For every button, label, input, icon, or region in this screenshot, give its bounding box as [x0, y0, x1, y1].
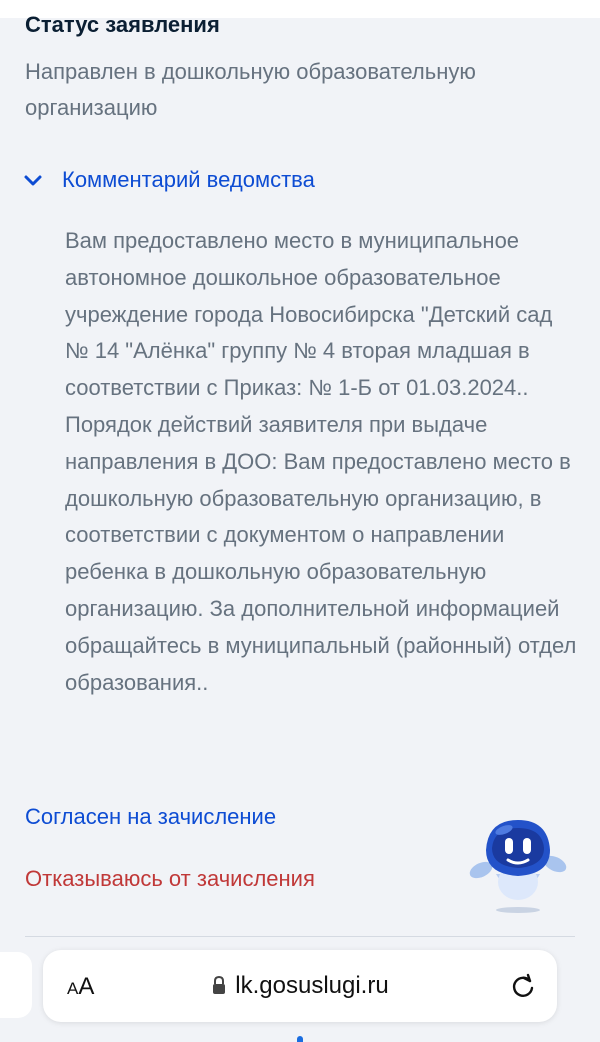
lock-icon	[211, 975, 227, 995]
chevron-down-icon	[22, 169, 44, 191]
aa-small: A	[67, 979, 79, 998]
aa-big: A	[78, 973, 95, 1000]
robot-assistant-icon[interactable]	[466, 812, 570, 916]
status-value: Направлен в дошкольную образовательную организацию	[25, 59, 476, 120]
url-text: lk.gosuslugi.ru	[235, 972, 389, 999]
status-title: Статус заявления	[25, 12, 220, 37]
url-display[interactable]	[43, 972, 557, 1000]
comment-text: Вам предоставлено место в муниципальное автономное дошкольное образовательное учреждение города Новосибирска "Детский сад № 14 "Алёнка" группу № 4 вторая младшая в соответствии с Приказ: № 1-Б от 01.03.2024.. Порядок действий заявителя при выдаче направления в ДОО: Вам предоставлено место в дошкольную образовательную организацию, в соответствии с документом о направлении ребенка в дошкольную образовательную организацию. За дополнительной информацией обращайтесь в муниципальный (районный) отдел образования..	[65, 228, 577, 695]
comment-toggle-label: Комментарий ведомства	[62, 167, 315, 192]
reload-icon[interactable]	[509, 972, 537, 1000]
agree-enrollment-link[interactable]: Согласен на зачисление	[25, 804, 277, 829]
comment-toggle[interactable]	[22, 163, 315, 197]
previous-tab-card[interactable]	[0, 952, 32, 1018]
address-bar[interactable]	[43, 950, 557, 1022]
refuse-enrollment-link[interactable]: Отказываюсь от зачисления	[25, 866, 315, 891]
bottom-indicator	[297, 1036, 303, 1042]
divider	[25, 936, 575, 937]
